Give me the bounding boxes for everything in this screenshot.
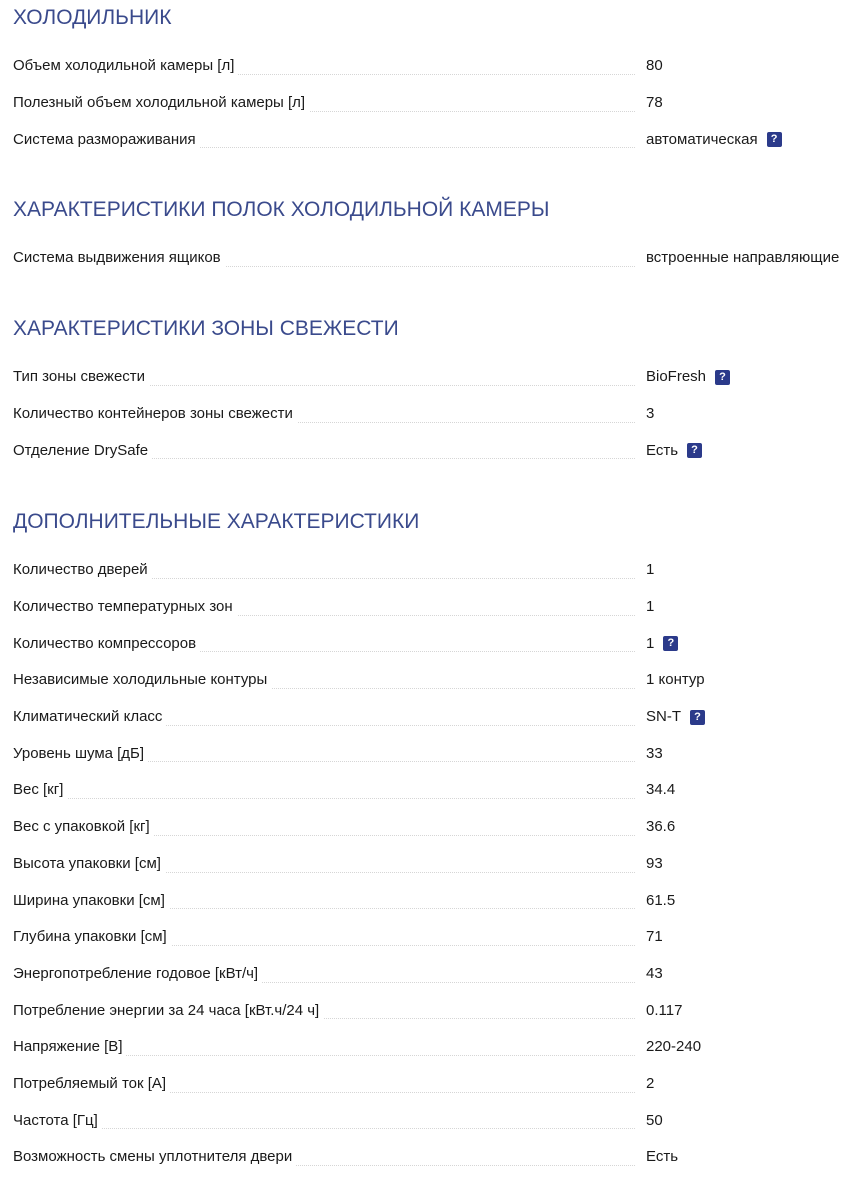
spec-row [13, 85, 862, 122]
spec-value-text: встроенные направляющие [646, 249, 840, 267]
spec-list-fridge [13, 48, 862, 158]
spec-value-text: 1 [646, 561, 655, 579]
spec-label: Возможность смены уплотнителя двери [13, 1147, 296, 1167]
spec-value-text: 78 [646, 94, 663, 112]
spec-row [13, 1029, 862, 1066]
spec-value-text: Есть [646, 441, 679, 459]
spec-label: Система размораживания [13, 130, 200, 150]
section-title-fridge: ХОЛОДИЛЬНИК [13, 6, 172, 29]
spec-row [13, 919, 862, 956]
spec-value-text: SN-T [646, 708, 681, 726]
spec-row [13, 735, 862, 772]
spec-row [13, 699, 862, 736]
spec-label: Количество дверей [13, 560, 152, 580]
spec-label: Система выдвижения ящиков [13, 248, 225, 268]
spec-value [646, 560, 654, 580]
spec-label: Энергопотребление годовое [кВт/ч] [13, 964, 262, 984]
spec-value-text: 50 [646, 1111, 663, 1129]
spec-value [646, 707, 705, 727]
spec-row [13, 48, 862, 85]
spec-value-text: 1 [646, 634, 655, 652]
spec-value-text: BioFresh [646, 368, 707, 386]
help-icon[interactable]: ? [690, 710, 705, 725]
spec-value [646, 93, 663, 113]
spec-label: Количество компрессоров [13, 634, 200, 654]
help-icon[interactable]: ? [715, 370, 730, 385]
spec-label: Ширина упаковки [см] [13, 891, 169, 911]
spec-value-text: 33 [646, 744, 663, 762]
spec-value [646, 1037, 701, 1057]
spec-row [13, 662, 862, 699]
spec-list-shelves [13, 240, 862, 277]
spec-value-text: 61.5 [646, 891, 676, 909]
spec-label: Количество контейнеров зоны свежести [13, 404, 297, 424]
spec-label: Потребление энергии за 24 часа [кВт.ч/24 ч] [13, 1001, 323, 1021]
spec-label: Глубина упаковки [см] [13, 927, 171, 947]
spec-value-text: 80 [646, 57, 663, 75]
spec-value [646, 367, 730, 387]
spec-value-text: Есть [646, 1148, 679, 1166]
spec-label: Объем холодильной камеры [л] [13, 56, 238, 76]
spec-label: Уровень шума [дБ] [13, 744, 148, 764]
spec-row [13, 956, 862, 993]
spec-value [646, 634, 678, 654]
spec-value-text: 2 [646, 1074, 655, 1092]
spec-value [646, 670, 705, 690]
spec-value-text: 0.117 [646, 1001, 683, 1019]
spec-value-text: 34.4 [646, 781, 676, 799]
spec-value [646, 56, 663, 76]
spec-value-text: 43 [646, 964, 663, 982]
spec-label: Количество температурных зон [13, 597, 237, 617]
spec-value-text: 220-240 [646, 1038, 702, 1056]
spec-row [13, 589, 862, 626]
spec-row [13, 552, 862, 589]
spec-label: Тип зоны свежести [13, 367, 149, 387]
spec-row [13, 772, 862, 809]
spec-label: Частота [Гц] [13, 1111, 102, 1131]
spec-row [13, 1102, 862, 1139]
dotted-leader [13, 1128, 635, 1129]
spec-value-text: 93 [646, 854, 663, 872]
spec-row [13, 625, 862, 662]
section-title-additional: ДОПОЛНИТЕЛЬНЫЕ ХАРАКТЕРИСТИКИ [13, 510, 420, 533]
spec-list-additional [13, 552, 862, 1176]
spec-value [646, 441, 702, 461]
spec-label: Полезный объем холодильной камеры [л] [13, 93, 309, 113]
spec-label: Высота упаковки [см] [13, 854, 165, 874]
spec-row [13, 992, 862, 1029]
spec-label: Потребляемый ток [А] [13, 1074, 170, 1094]
spec-row [13, 121, 862, 158]
help-icon[interactable]: ? [767, 132, 782, 147]
spec-value [646, 248, 839, 268]
spec-row [13, 432, 862, 469]
spec-row [13, 359, 862, 396]
spec-value [646, 964, 663, 984]
spec-row [13, 882, 862, 919]
spec-value-text: 1 контур [646, 671, 705, 689]
spec-value-text: 36.6 [646, 818, 676, 836]
spec-value [646, 1147, 678, 1167]
spec-row [13, 396, 862, 433]
spec-value [646, 854, 663, 874]
section-title-fresh-zone: ХАРАКТЕРИСТИКИ ЗОНЫ СВЕЖЕСТИ [13, 317, 399, 340]
spec-value [646, 780, 675, 800]
dotted-leader [13, 798, 635, 799]
spec-value [646, 130, 782, 150]
spec-value-text: 3 [646, 405, 655, 423]
spec-row [13, 1139, 862, 1176]
spec-row [13, 809, 862, 846]
spec-list-fresh-zone [13, 359, 862, 469]
spec-label: Напряжение [В] [13, 1037, 126, 1057]
help-icon[interactable]: ? [663, 636, 678, 651]
spec-value-text: 71 [646, 928, 663, 946]
section-title-shelves: ХАРАКТЕРИСТИКИ ПОЛОК ХОЛОДИЛЬНОЙ КАМЕРЫ [13, 198, 550, 221]
spec-label: Отделение DrySafe [13, 441, 152, 461]
spec-value [646, 891, 675, 911]
spec-value [646, 817, 675, 837]
spec-value [646, 1111, 663, 1131]
spec-value-text: 1 [646, 598, 655, 616]
spec-row [13, 1066, 862, 1103]
spec-label: Независимые холодильные контуры [13, 670, 271, 690]
spec-value [646, 1074, 654, 1094]
spec-value [646, 597, 654, 617]
spec-label: Вес [кг] [13, 780, 67, 800]
spec-label: Климатический класс [13, 707, 166, 727]
spec-row [13, 240, 862, 277]
spec-value [646, 927, 663, 947]
spec-value [646, 1001, 682, 1021]
spec-value [646, 404, 654, 424]
spec-value-text: автоматическая [646, 130, 758, 148]
spec-row [13, 846, 862, 883]
help-icon[interactable]: ? [687, 443, 702, 458]
spec-value [646, 744, 663, 764]
spec-label: Вес с упаковкой [кг] [13, 817, 154, 837]
